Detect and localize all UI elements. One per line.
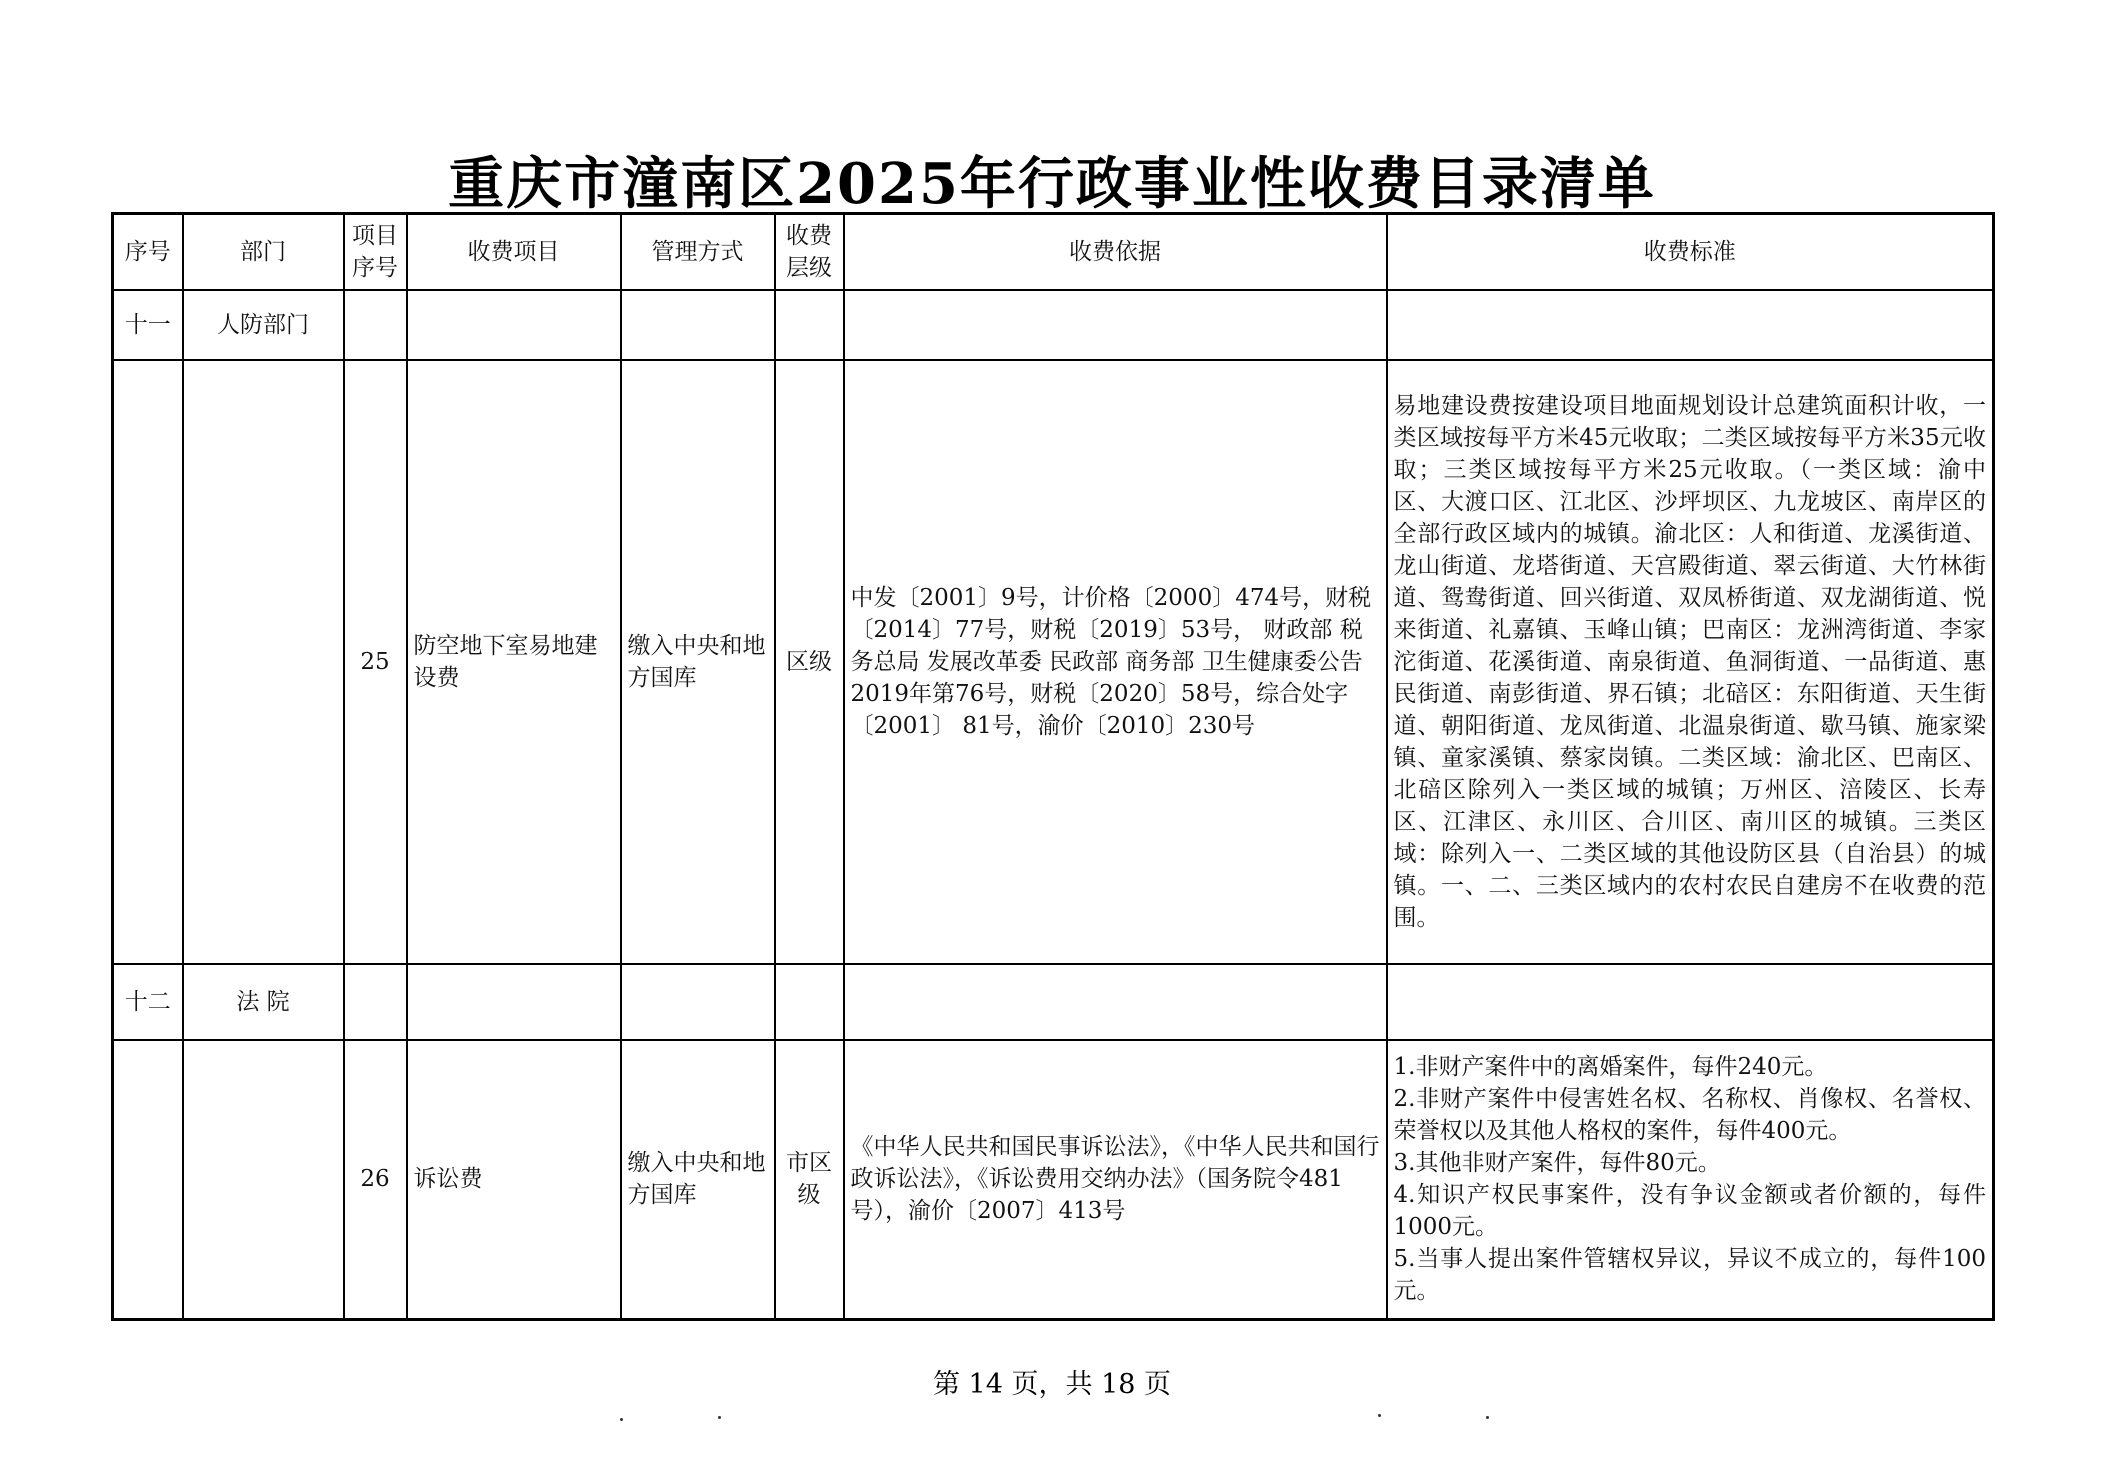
fee-standard-line: 1.非财产案件中的离婚案件，每件240元。 (1393, 1054, 1828, 1081)
fee-standard-line: 4.知识产权民事案件，没有争议金额或者价额的，每件1000元。 (1393, 1182, 1986, 1241)
section-seq: 十二 (113, 964, 183, 1040)
header-item-no: 项目序号 (344, 214, 407, 290)
header-item: 收费项目 (407, 214, 621, 290)
management-method: 缴入中央和地方国库 (621, 360, 775, 964)
page-footer: 第 14 页，共 18 页 (932, 1369, 1172, 1400)
section-dept: 人防部门 (183, 290, 344, 360)
fee-level: 市区级 (775, 1040, 844, 1320)
management-method: 缴入中央和地方国库 (621, 1040, 775, 1320)
fee-standard (1387, 1040, 1994, 1320)
header-management: 管理方式 (621, 214, 775, 290)
scan-speck (718, 1416, 721, 1419)
table-header-row (113, 214, 1994, 290)
section-seq: 十一 (113, 290, 183, 360)
header-basis: 收费依据 (844, 214, 1387, 290)
scan-speck (1378, 1414, 1381, 1417)
section-row (113, 964, 1994, 1040)
fee-basis: 中发〔2001〕9号，计价格〔2000〕474号，财税〔2014〕77号，财税〔2019〕53号， 财政部 税务总局 发展改革委 民政部 商务部 卫生健康委公告2019年第76号，财税〔2020〕58号，综合处字〔2001〕 81号，渝价〔2010〕230号 (844, 360, 1387, 964)
page-title: 重庆市潼南区2025年行政事业性收费目录清单 (448, 151, 1656, 217)
item-name: 防空地下室易地建设费 (407, 360, 621, 964)
fee-standard-line: 2.非财产案件中侵害姓名权、名称权、肖像权、名誉权、荣誉权以及其他人格权的案件，每件400元。 (1393, 1086, 1986, 1145)
fee-catalog-table (111, 212, 1995, 1321)
header-dept: 部门 (183, 214, 344, 290)
item-name: 诉讼费 (407, 1040, 621, 1320)
section-dept: 法 院 (183, 964, 344, 1040)
scan-speck (1486, 1416, 1489, 1419)
header-seq: 序号 (113, 214, 183, 290)
table-row (113, 1040, 1994, 1320)
header-standard: 收费标准 (1387, 214, 1994, 290)
fee-standard: 易地建设费按建设项目地面规划设计总建筑面积计收，一类区域按每平方米45元收取；二类区域按每平方米35元收取；三类区域按每平方米25元收取。（一类区域：渝中区、大渡口区、江北区、沙坪坝区、九龙坡区、南岸区的全部行政区域内的城镇。渝北区：人和街道、龙溪街道、龙山街道、龙塔街道、天宫殿街道、翠云街道、大竹林街道、鸳鸯街道、回兴街道、双凤桥街道、双龙湖街道、悦来街道、礼嘉镇、玉峰山镇；巴南区：龙洲湾街道、李家沱街道、花溪街道、南泉街道、鱼洞街道、一品街道、惠民街道、南彭街道、界石镇；北碚区：东阳街道、天生街道、朝阳街道、龙凤街道、北温泉街道、歇马镇、施家梁镇、童家溪镇、蔡家岗镇。二类区域：渝北区、巴南区、北碚区除列入一类区域的城镇；万州区、涪陵区、长寿区、江津区、永川区、合川区、南川区的城镇。三类区域：除列入一、二类区域的其他设防区县（自治县）的城镇。一、二、三类区域内的农村农民自建房不在收费的范围。 (1387, 360, 1994, 964)
fee-standard-line: 3.其他非财产案件，每件80元。 (1393, 1150, 1721, 1177)
fee-basis: 《中华人民共和国民事诉讼法》，《中华人民共和国行政诉讼法》，《诉讼费用交纳办法》（国务院令481号），渝价〔2007〕413号 (844, 1040, 1387, 1320)
scan-speck (620, 1418, 623, 1421)
item-number: 26 (344, 1040, 407, 1320)
header-level: 收费层级 (775, 214, 844, 290)
item-number: 25 (344, 360, 407, 964)
fee-standard-line: 5.当事人提出案件管辖权异议，异议不成立的，每件100元。 (1393, 1246, 1986, 1305)
fee-level: 区级 (775, 360, 844, 964)
table-row (113, 360, 1994, 964)
section-row (113, 290, 1994, 360)
